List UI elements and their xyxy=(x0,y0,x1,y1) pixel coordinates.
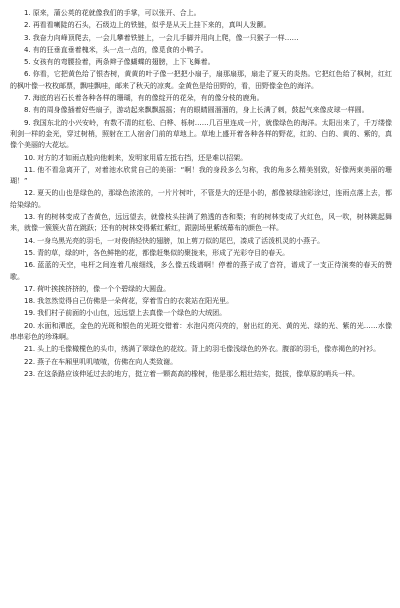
item-text: 燕子在车厢里叽叽喳喳，仿佛在向人类致谢。 xyxy=(37,357,178,366)
sentence-3 xyxy=(10,33,392,44)
item-number: 10. xyxy=(24,153,36,162)
item-text: 青的草，绿的叶，各色鲜艳的花，都像赶集似的聚拢来，形成了光彩夺目的春天。 xyxy=(37,248,290,257)
item-text: 水面和潭底，金色的光斑和银色的光斑交错着：水泡闪亮闪亮的，射出红的光、黄的光、绿的光、紫的光……水像串串彩色的珍珠啊。 xyxy=(10,321,392,342)
item-number: 3. xyxy=(24,33,31,42)
sentence-9 xyxy=(10,118,392,152)
document-page xyxy=(10,8,392,380)
item-text: 再看看喇陡的石头，石级边上的铁链，似乎是从天上挂下来的，真叫人发颤。 xyxy=(32,21,271,30)
item-text: 有的周身像插着好些扇子，游动起来飘飘摇摇；有的眼睛圆溜溜的，身上长满了刺，鼓起气来像皮球一样圆。 xyxy=(32,106,369,115)
item-text: 夏天的山也是绿色的，那绿色浓浓的，一片片树叶，不管是大的还是小的，都像被绿油彩涂过，连雨点落上去，都给染绿的。 xyxy=(10,189,392,209)
sentence-21 xyxy=(10,344,392,355)
sentence-20 xyxy=(10,321,392,344)
item-number: 14. xyxy=(24,236,36,245)
sentence-10 xyxy=(10,153,392,164)
sentence-4 xyxy=(10,45,392,56)
sentence-18 xyxy=(10,296,392,307)
item-text: 我国东北的小兴安岭，有数不清的红松、白桦、栎树……几百里连成一片，就像绿色的海洋。太阳出来了，千万缕像利剑一样的金光，穿过树梢，照射在工人宿舍门前的草地上。草地上盛开着各种各样的野花，红的、白的、黄的、紫的，真像个美丽的大花坛。 xyxy=(10,118,392,150)
item-number: 23. xyxy=(24,369,36,378)
item-number: 22. xyxy=(24,357,36,366)
sentence-6 xyxy=(10,69,392,92)
item-number: 1. xyxy=(24,9,31,17)
item-text: 有的树林变成了杏黄色，远远望去，就像枝头挂满了熟透的杏和梨；有的树林变成了火红色，风一吹，树林跳起舞来，就像一簇簇火苗在跳跃；还有的树林变得紫红紫红，跟剧场里紫绒幕布的颜色一样。 xyxy=(10,213,392,233)
item-number: 18. xyxy=(24,297,36,306)
sentence-1 xyxy=(10,8,392,19)
item-text: 他不看急离开了，对着池水欣赏自己的美丽：“啊！我的身段多么匀称，我的角多么精美别致，好像两束美丽的珊瑚！” xyxy=(10,165,392,186)
item-number: 21. xyxy=(24,345,36,354)
item-number: 5. xyxy=(24,58,31,67)
item-number: 2. xyxy=(24,21,31,30)
sentence-12 xyxy=(10,188,392,211)
item-text: 海底的岩石长着各种各样的珊瑚，有的像绽开的花朵，有的像分枝的鹿角。 xyxy=(32,94,264,103)
sentence-2 xyxy=(10,20,392,31)
sentence-19 xyxy=(10,308,392,319)
item-text: 蓝蓝的天空，电杆之间连着几痕细线，多么像五线谱啊！停着的燕子成了音符，谱成了一支正待演奏的春天的赞歌。 xyxy=(10,261,392,281)
sentence-16 xyxy=(10,260,392,283)
sentence-23 xyxy=(10,369,392,380)
item-number: 15. xyxy=(24,248,36,257)
sentence-14 xyxy=(10,236,392,247)
sentence-13 xyxy=(10,212,392,235)
item-number: 16. xyxy=(24,261,36,270)
item-number: 19. xyxy=(24,309,36,318)
item-text: 原来，蒲公英的花就像我们的手掌，可以张开、合上。 xyxy=(32,9,201,17)
item-text: 一身乌黑光亮的羽毛，一对俊俏轻快的翅膀，加上剪刀似的尾巴，凑成了活泼机灵的小燕子。 xyxy=(37,236,325,245)
item-number: 12. xyxy=(24,189,36,198)
item-text: 对方的才如雨点般向他刺来，发明家用盾左抵右挡，还是难以招架。 xyxy=(37,153,248,162)
item-text: 我忽然觉得自己仿佛是一朵荷花，穿着雪白的衣裳站在阳光里。 xyxy=(37,297,234,306)
item-number: 17. xyxy=(24,284,36,293)
sentence-17 xyxy=(10,284,392,295)
item-number: 13. xyxy=(24,213,36,222)
item-text: 我们村子前面的小山包，远远望上去真像一个绿色的大绒团。 xyxy=(37,309,227,318)
sentence-15 xyxy=(10,248,392,259)
item-number: 9. xyxy=(24,118,31,127)
item-text: 女孩有的弯腰捡着，两条辫子像蝴蝶的翅膀，上下飞舞着。 xyxy=(32,58,215,67)
item-text: 你看，它把黄色给了银杏树，黄黄的叶子像一把把小扇子，扇那扇那，扇走了夏天的炎热。它把红色给了枫树，红红的枫叶像一枚枚邮票，飘哇飘哇，邮来了秋天的凉爽。金黄色是给田野的，看，田野像金色的海洋。 xyxy=(10,70,392,90)
sentence-8 xyxy=(10,105,392,116)
item-number: 7. xyxy=(24,94,31,103)
item-text: 在这条路应该伸延过去的地方，挺立着一颗高高的橡树，他是那么粗壮结实，挺拔，像草原的哨兵一样。 xyxy=(37,369,360,378)
sentence-22 xyxy=(10,357,392,368)
item-text: 头上的毛像橄榄色的头巾，绣满了翠绿色的花纹。背上的羽毛像浅绿色的外衣。腹部的羽毛，像赤褐色的衬衫。 xyxy=(37,345,381,354)
item-text: 有的狂垂直垂着槐米，头一点一点的，像觅食的小鸭子。 xyxy=(32,45,208,54)
item-number: 8. xyxy=(24,106,31,115)
sentence-5 xyxy=(10,57,392,68)
item-text: 荷叶挨挨挤挤的，像一个个碧绿的大圆盘。 xyxy=(37,284,171,293)
sentence-7 xyxy=(10,93,392,104)
sentence-11 xyxy=(10,165,392,188)
item-number: 20. xyxy=(24,321,36,330)
item-number: 6. xyxy=(24,70,31,79)
item-number: 11. xyxy=(24,165,36,174)
item-text: 我奋力向峰顶爬去，一会儿攀着铁链上，一会儿手脚并用向上爬，像一只猴子一样…… xyxy=(32,33,299,42)
item-number: 4. xyxy=(24,45,31,54)
